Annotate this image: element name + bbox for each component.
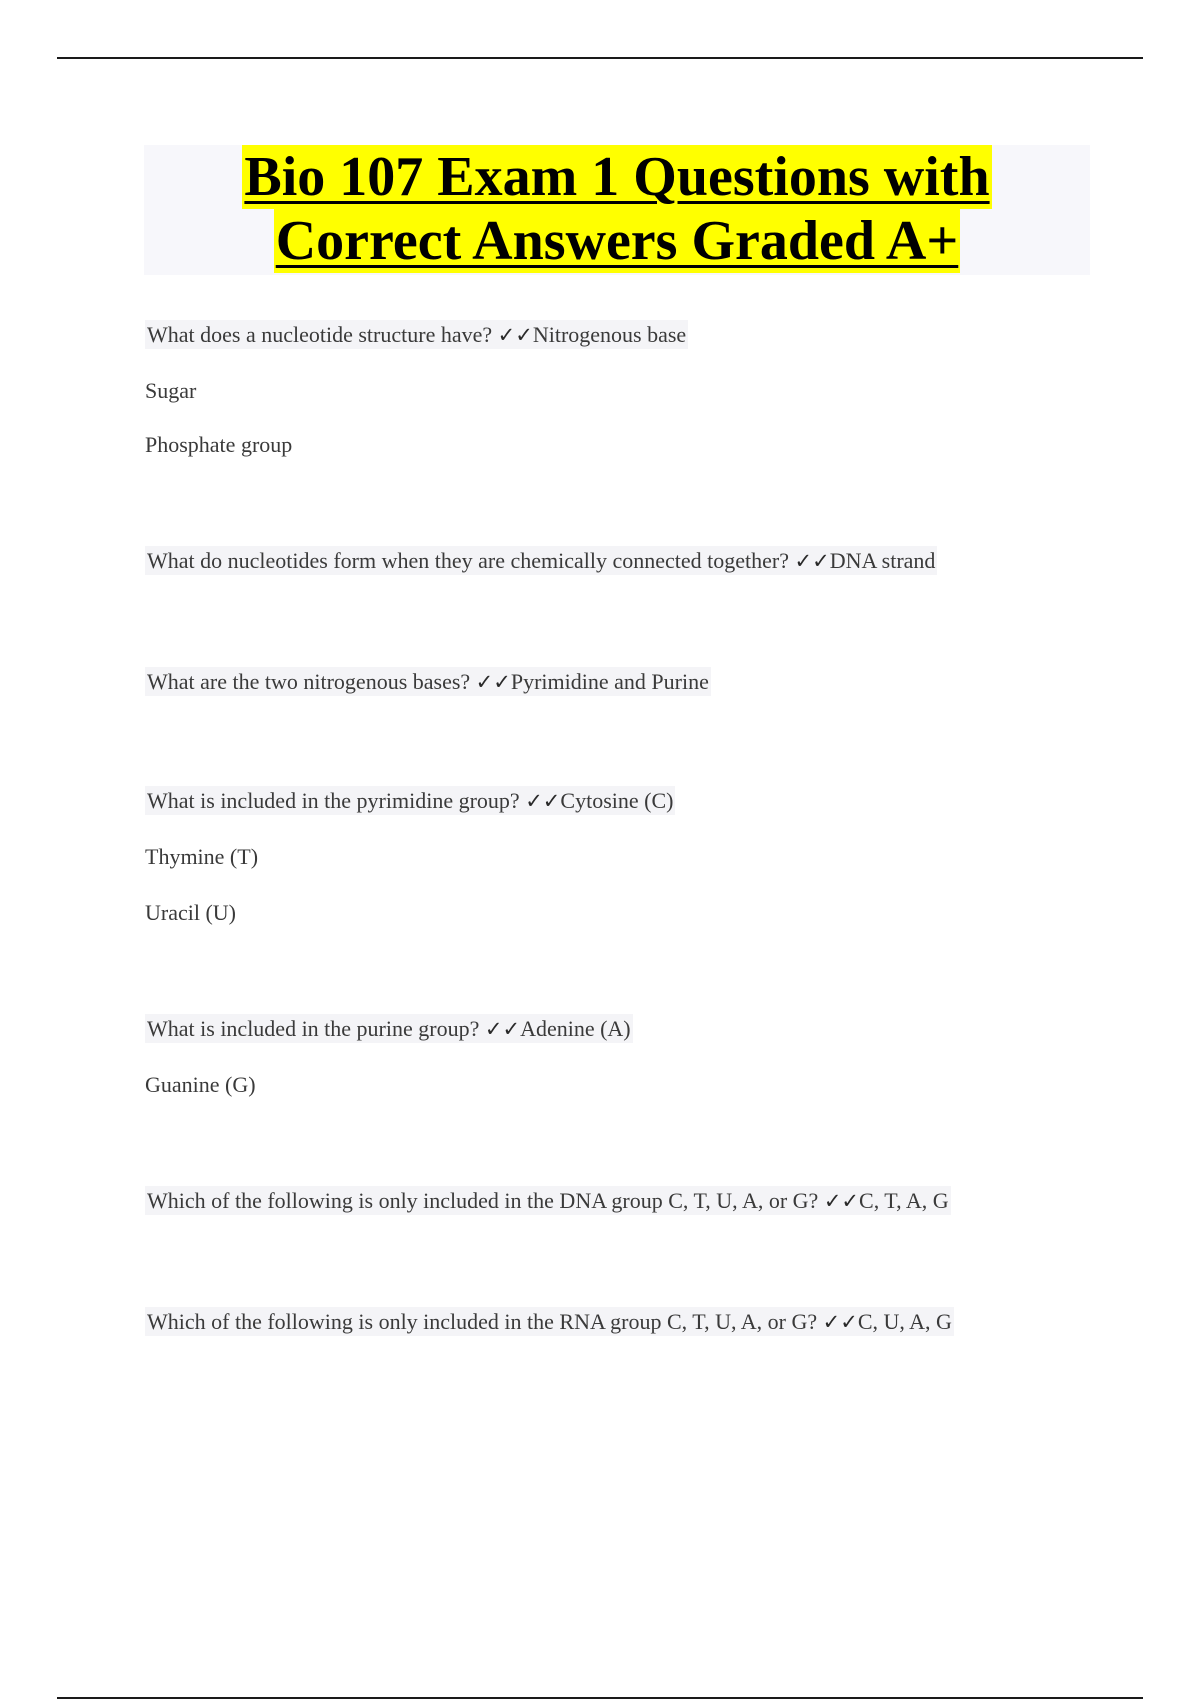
answer-text: DNA strand bbox=[829, 548, 936, 573]
answer-text: C, U, A, G bbox=[857, 1309, 952, 1334]
title-line-1: Bio 107 Exam 1 Questions with bbox=[244, 146, 990, 208]
qa-item bbox=[145, 786, 1145, 928]
qa-list bbox=[145, 320, 1145, 1337]
answer-extra: Sugar bbox=[145, 378, 197, 403]
answer-text: Cytosine (C) bbox=[560, 788, 674, 813]
title-line-2: Correct Answers Graded A+ bbox=[275, 210, 959, 272]
check-icon: ✓✓ bbox=[822, 1310, 858, 1334]
qa-item bbox=[145, 1307, 1145, 1337]
check-icon: ✓✓ bbox=[794, 549, 830, 573]
answer-text: C, T, A, G bbox=[859, 1188, 949, 1213]
document-title bbox=[144, 145, 1090, 275]
qa-item bbox=[145, 1186, 1145, 1216]
answer-extra: Thymine (T) bbox=[145, 844, 259, 869]
question-line bbox=[145, 320, 1145, 350]
question-line bbox=[145, 1014, 1145, 1044]
question-line bbox=[145, 1307, 1145, 1337]
question-text: What are the two nitrogenous bases? bbox=[147, 669, 471, 694]
qa-item bbox=[145, 320, 1145, 460]
qa-item bbox=[145, 667, 1145, 697]
qa-item bbox=[145, 546, 1145, 576]
answer-text: Pyrimidine and Purine bbox=[510, 669, 709, 694]
question-line bbox=[145, 546, 1145, 576]
check-icon: ✓✓ bbox=[484, 1017, 521, 1041]
question-text: Which of the following is only included in the RNA group C, T, U, A, or G? bbox=[147, 1309, 818, 1334]
answer-text: Adenine (A) bbox=[520, 1016, 631, 1041]
check-icon: ✓✓ bbox=[823, 1189, 860, 1213]
question-text: What is included in the purine group? bbox=[147, 1016, 480, 1041]
top-rule bbox=[57, 57, 1143, 59]
qa-item bbox=[145, 1014, 1145, 1100]
check-icon: ✓✓ bbox=[497, 323, 533, 347]
question-line bbox=[145, 786, 1145, 816]
answer-extra: Guanine (G) bbox=[145, 1072, 256, 1097]
answer-extra: Phosphate group bbox=[145, 432, 293, 457]
check-icon: ✓✓ bbox=[475, 670, 511, 694]
question-line bbox=[145, 667, 1145, 697]
bottom-rule bbox=[57, 1697, 1143, 1699]
answer-extra: Uracil (U) bbox=[145, 900, 237, 925]
question-text: What do nucleotides form when they are chemically connected together? bbox=[147, 548, 790, 573]
question-text: What does a nucleotide structure have? bbox=[147, 322, 493, 347]
question-line bbox=[145, 1186, 1145, 1216]
check-icon: ✓✓ bbox=[525, 789, 561, 813]
question-text: What is included in the pyrimidine group? bbox=[147, 788, 520, 813]
question-text: Which of the following is only included in the DNA group C, T, U, A, or G? bbox=[147, 1188, 819, 1213]
answer-text: Nitrogenous base bbox=[532, 322, 687, 347]
